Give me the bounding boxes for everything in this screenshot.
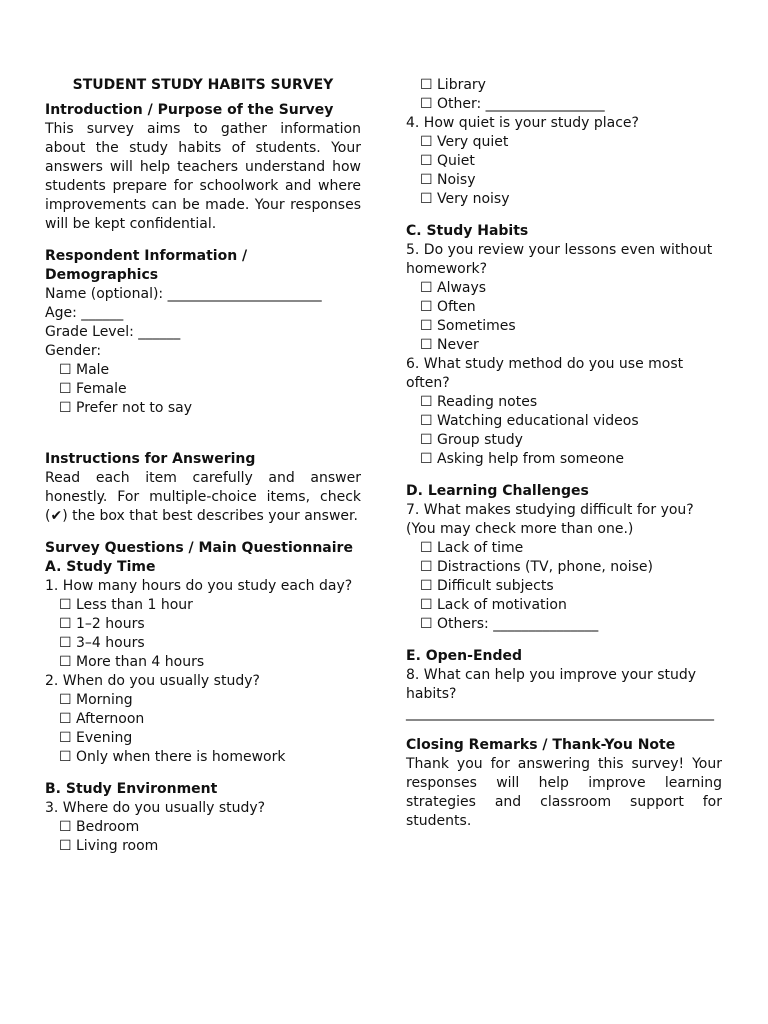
q5-option-2[interactable]: ☐ Often: [420, 299, 476, 315]
section-e-heading: E. Open-Ended: [406, 648, 523, 664]
instructions-text: Read each item carefully and answer honestly. For multiple-choice items, check (✔) the box that best describes your answer.: [45, 470, 361, 524]
q4-option-3[interactable]: ☐ Noisy: [420, 172, 476, 188]
grade-level-field[interactable]: Grade Level: ______: [45, 324, 181, 340]
gender-label: Gender:: [45, 343, 102, 359]
q7-option-4[interactable]: ☐ Lack of motivation: [420, 597, 567, 613]
q1-option-4[interactable]: ☐ More than 4 hours: [59, 654, 205, 670]
page-title: STUDENT STUDY HABITS SURVEY: [72, 77, 334, 93]
q8-answer-line[interactable]: ____________________________________________: [406, 705, 714, 721]
section-d-heading: D. Learning Challenges: [406, 483, 589, 499]
question-7: 7. What makes studying difficult for you?: [406, 502, 694, 518]
q2-option-3[interactable]: ☐ Evening: [59, 730, 133, 746]
question-7-note: (You may check more than one.): [406, 521, 634, 537]
intro-text: This survey aims to gather information about the study habits of students. Your answers will help teachers understand how students prepare for schoolwork and where improvements can be made. Your responses will be kept confidential.: [45, 121, 361, 232]
survey-heading: Survey Questions / Main Questionnaire: [45, 540, 353, 556]
q7-option-3[interactable]: ☐ Difficult subjects: [420, 578, 554, 594]
q7-option-5[interactable]: ☐ Others: _______________: [420, 616, 599, 632]
q2-option-1[interactable]: ☐ Morning: [59, 692, 133, 708]
section-b-heading: B. Study Environment: [45, 781, 218, 797]
closing-heading: Closing Remarks / Thank-You Note: [406, 737, 676, 753]
q1-option-2[interactable]: ☐ 1–2 hours: [59, 616, 145, 632]
q2-option-4[interactable]: ☐ Only when there is homework: [59, 749, 286, 765]
respondent-heading: Respondent Information / Demographics: [45, 248, 248, 283]
q3-option-2[interactable]: ☐ Living room: [59, 838, 159, 854]
question-5: 5. Do you review your lessons even without homework?: [406, 242, 713, 277]
question-8: 8. What can help you improve your study habits?: [406, 667, 697, 702]
q3-option-1[interactable]: ☐ Bedroom: [59, 819, 140, 835]
q1-option-1[interactable]: ☐ Less than 1 hour: [59, 597, 193, 613]
age-field[interactable]: Age: ______: [45, 305, 124, 321]
q7-option-1[interactable]: ☐ Lack of time: [420, 540, 524, 556]
question-4: 4. How quiet is your study place?: [406, 115, 639, 131]
right-column: [406, 76, 722, 831]
gender-option-female[interactable]: ☐ Female: [59, 381, 127, 397]
question-1: 1. How many hours do you study each day?: [45, 578, 353, 594]
q4-option-2[interactable]: ☐ Quiet: [420, 153, 475, 169]
gender-option-prefer-not[interactable]: ☐ Prefer not to say: [59, 400, 193, 416]
instructions-heading: Instructions for Answering: [45, 451, 256, 467]
gender-option-male[interactable]: ☐ Male: [59, 362, 110, 378]
q4-option-4[interactable]: ☐ Very noisy: [420, 191, 510, 207]
q5-option-3[interactable]: ☐ Sometimes: [420, 318, 516, 334]
q2-option-2[interactable]: ☐ Afternoon: [59, 711, 145, 727]
q3-option-4[interactable]: ☐ Other: _________________: [420, 96, 605, 112]
q7-option-2[interactable]: ☐ Distractions (TV, phone, noise): [420, 559, 653, 575]
q6-option-1[interactable]: ☐ Reading notes: [420, 394, 538, 410]
section-a-heading: A. Study Time: [45, 559, 156, 575]
q5-option-1[interactable]: ☐ Always: [420, 280, 487, 296]
q6-option-3[interactable]: ☐ Group study: [420, 432, 523, 448]
intro-heading: Introduction / Purpose of the Survey: [45, 102, 334, 118]
section-c-heading: C. Study Habits: [406, 223, 529, 239]
question-3: 3. Where do you usually study?: [45, 800, 266, 816]
q6-option-4[interactable]: ☐ Asking help from someone: [420, 451, 624, 467]
q1-option-3[interactable]: ☐ 3–4 hours: [59, 635, 145, 651]
left-column: [45, 76, 361, 856]
q6-option-2[interactable]: ☐ Watching educational videos: [420, 413, 639, 429]
q4-option-1[interactable]: ☐ Very quiet: [420, 134, 509, 150]
q5-option-4[interactable]: ☐ Never: [420, 337, 479, 353]
question-2: 2. When do you usually study?: [45, 673, 260, 689]
survey-page: [45, 76, 725, 956]
question-6: 6. What study method do you use most often?: [406, 356, 684, 391]
q3-option-3[interactable]: ☐ Library: [420, 77, 486, 93]
name-field[interactable]: Name (optional): ______________________: [45, 286, 322, 302]
closing-text: Thank you for answering this survey! Your responses will help improve learning strategies and classroom support for students.: [406, 756, 722, 829]
